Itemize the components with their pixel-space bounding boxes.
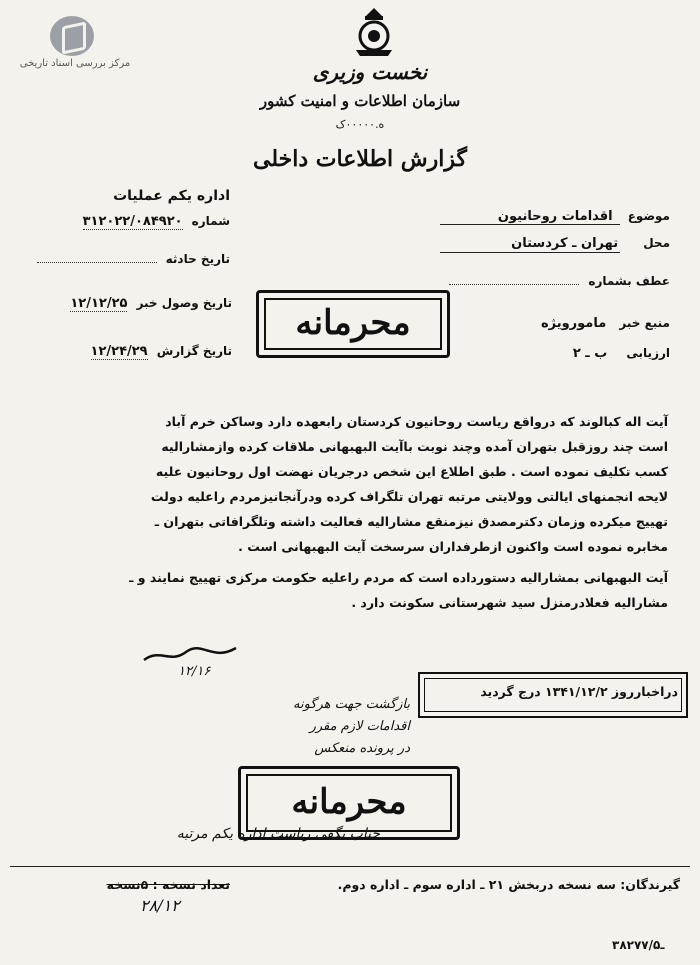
body-line: مخابره نموده است واکنون ازطرفداران سرسخت آیت البهبهانی است . xyxy=(238,539,668,554)
incident-date-label: تاریخ حادثه xyxy=(165,252,230,266)
body-line: لایحه انجمنهای ایالتی وولایتی مرتبه تهران تلگراف کرده ودرآنجانیزمردم راعلیه دولت xyxy=(150,489,668,504)
body-line: آیت البهبهانی بمشارالیه دستورداده است که مردم راعلیه حکومت مرکزی تهییج نمایند و ـ xyxy=(129,570,668,585)
stamp-text: محرمانه xyxy=(291,782,407,822)
confidential-stamp-top xyxy=(256,290,450,358)
received-date-value: ۱۲/۱۲/۲۵ xyxy=(70,296,128,311)
watermark-text: مرکز بررسی اسناد تاریخی xyxy=(19,58,131,69)
body-line: است چند روزقبل بتهران آمده وچند نوبت باآیت البهبهانی ملاقات کرده وازمشاراليه xyxy=(161,439,668,454)
source-field xyxy=(440,312,670,331)
number-field xyxy=(30,210,230,229)
document-code: ۳۸ـ۲۷۷/۵ xyxy=(612,938,665,952)
body-line: مشارالیه فعلادرمنزل سید شهرستانی سکونت دارد . xyxy=(351,595,668,610)
org-code: ه.۰۰۰۰۰ک xyxy=(335,118,385,131)
newspaper-note-box xyxy=(418,672,688,718)
handwritten-line: اقدامات لازم مقرر xyxy=(309,719,410,734)
place-underline xyxy=(440,252,620,253)
report-date-value: ۱۲/۲۴/۲۹ xyxy=(90,344,148,359)
report-title: گزارش اطلاعات داخلی xyxy=(253,146,467,172)
place-label: محل xyxy=(643,236,670,250)
body-line: آیت اله کبالوند که درواقع ریاست روحانیون کردستان رابعهده دارد وساکن خرم آباد xyxy=(165,414,668,429)
copy-count-handwritten: ۲۸/۱۲ xyxy=(140,896,180,915)
subject-label: موضوع xyxy=(627,209,670,223)
handwritten-line: بازگشت جهت هرگونه xyxy=(293,697,410,712)
place-field xyxy=(440,232,670,251)
received-date-label: تاریخ وصول خبر xyxy=(136,296,232,310)
incident-date-field xyxy=(30,248,230,267)
report-date-field xyxy=(20,340,232,359)
stamp-text: محرمانه xyxy=(295,303,411,343)
number-value: ۳۱۲۰۲۲/۰۸۴۹۲۰ xyxy=(82,214,183,229)
subject-value: اقدامات روحانیون xyxy=(497,209,613,224)
source-label: منبع خبر xyxy=(619,316,670,330)
signature-note: ۱۲/۱۶ xyxy=(178,664,211,679)
ref-label: عطف بشماره xyxy=(588,274,670,288)
archive-logo-icon xyxy=(50,16,94,56)
handwritten-annotation xyxy=(250,694,410,760)
body-line: تهییج میکرده وزمان دکترمصدق نیزمنقع مشارالیه فعالیت داشته وتلگرافاتی بتهران ـ xyxy=(154,514,668,529)
place-value: تهران ـ کردستان xyxy=(511,236,619,251)
body-line: کسب تکلیف نموده است . طبق اطلاع این شخص درجریان نهضت اول روحانیون علیه xyxy=(155,464,668,479)
newspaper-note-text: دراخبارروز ۱۳۴۱/۱۲/۲ درج گردید xyxy=(480,684,678,699)
number-label: شماره xyxy=(191,214,230,228)
ref-blank xyxy=(449,284,579,285)
footer-divider xyxy=(10,866,690,867)
report-body xyxy=(28,413,668,619)
bottom-handwriting: جناب بگقی ریاست اداره یکم مرتبه xyxy=(176,826,380,842)
ref-field xyxy=(440,270,670,289)
received-date-field xyxy=(20,292,232,311)
copy-count: تعداد نسخه : ۵نسخه xyxy=(106,877,230,892)
lion-and-sun-emblem-icon xyxy=(346,6,402,58)
incident-date-blank xyxy=(37,262,157,263)
ministry-title: نخست وزیری xyxy=(312,60,428,84)
organization-title: سازمان اطلاعات و امنیت کشور xyxy=(259,92,461,110)
department-label: اداره یکم عملیات xyxy=(113,188,230,204)
subject-field xyxy=(440,205,670,224)
source-value: مامورویژه xyxy=(540,316,607,331)
report-date-label: تاریخ گزارش xyxy=(156,344,232,358)
grade-label: ارزیابی xyxy=(626,346,670,360)
grade-field xyxy=(540,342,670,361)
handwritten-line: در پرونده منعکس xyxy=(314,741,410,756)
grade-value: ب ـ ۲ xyxy=(572,346,608,361)
recipients-line: گیرندگان: سه نسخه دربخش ۲۱ ـ اداره سوم ـ اداره دوم. xyxy=(337,877,680,892)
subject-underline xyxy=(440,224,620,225)
